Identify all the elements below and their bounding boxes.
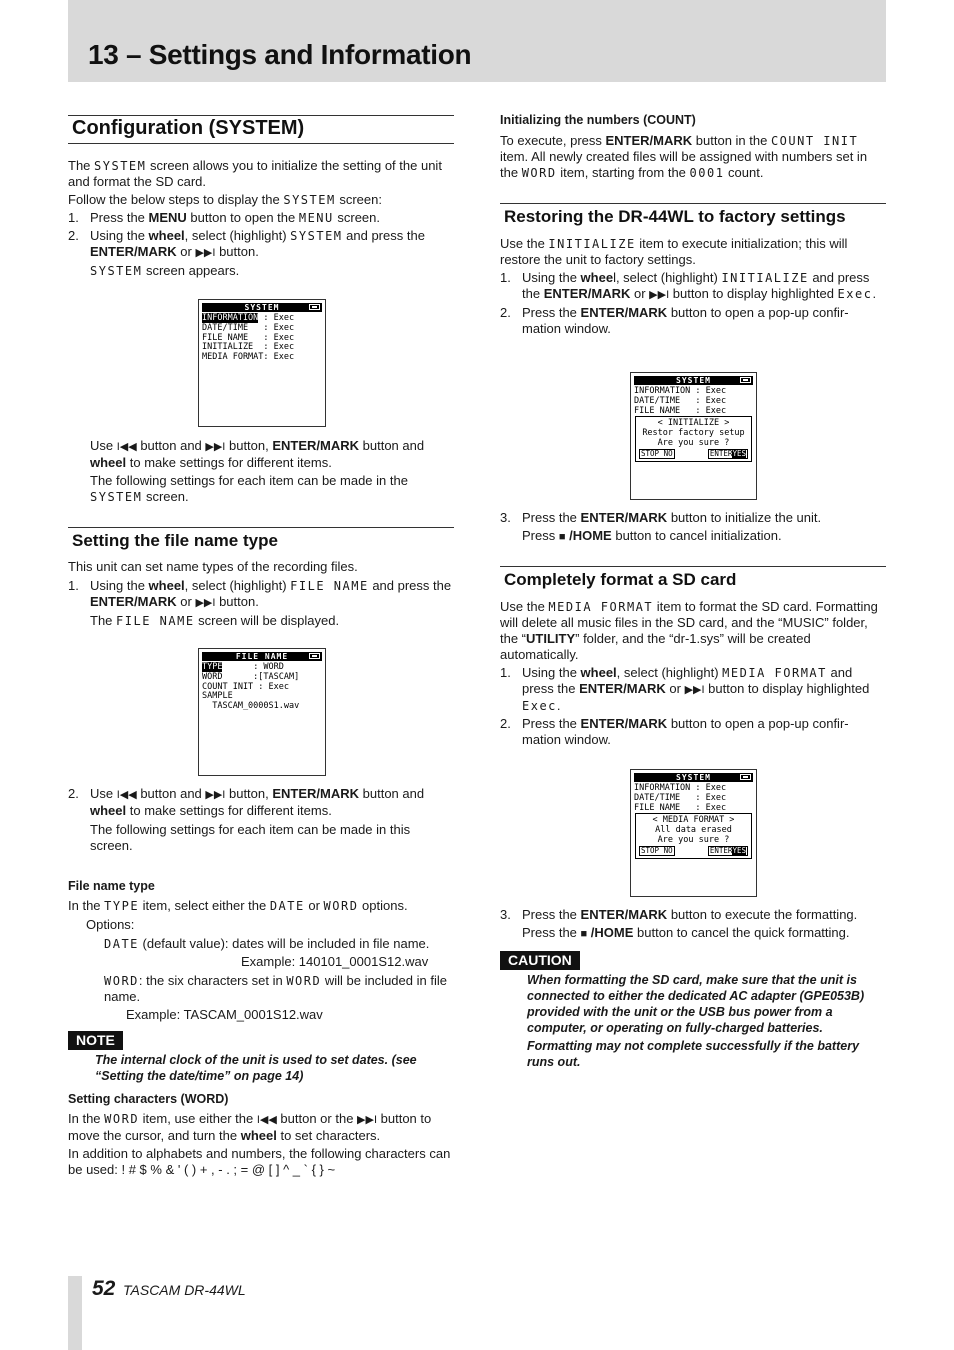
lcd-highlight: INFORMATION [202,313,259,323]
lcd-row: TASCAM_0000S1.wav [202,701,300,712]
lcd-term: TYPE [104,899,140,913]
follow-steps-line: Follow the below steps to display the SYSTEM screen: [68,192,382,207]
step-text: Press the ENTER/MARK button to execute the formatting. [522,907,858,922]
lcd-row: TYPE : WORD [202,662,284,672]
options-label: Options: [86,917,135,932]
step-text: Using the wheel, select (highlight) SYSTEM and press the ENTER/MARK or ▶▶I button. [90,228,425,259]
bold-term: ENTER/MARK [272,786,360,801]
bold-term: /HOME [587,925,634,940]
footer-product: TASCAM DR-44WL [123,1282,246,1298]
lcd-term: WORD [521,166,557,180]
lcd-term: SYSTEM [90,264,143,278]
lcd-rows [199,663,325,712]
count-section [500,133,886,181]
list-item [500,270,886,303]
battery-icon [740,774,751,780]
lcd-row: FILE NAME : Exec [202,332,295,343]
skip-back-icon: I◀◀ [116,789,137,801]
section-rule [68,527,454,528]
subheading-file-name-type: File name type [68,879,155,893]
list-item [68,210,454,226]
initialize-screen-lcd [630,372,757,500]
step-number: 1. [500,270,511,285]
lcd-term: 0001 [689,166,725,180]
skip-back-icon: I◀◀ [116,441,137,453]
section-rule [500,203,886,204]
lcd-term: COUNT INIT [770,134,859,148]
step-number: 3. [500,907,511,922]
lcd-title-bar [202,303,322,312]
lcd-term: DATE [104,937,139,951]
bold-term: ENTER/MARK [543,286,631,301]
lcd-term: WORD [104,974,139,988]
restore-step3 [500,510,886,545]
bold-term: wheel [240,1128,277,1143]
bold-term: ENTER/MARK [580,716,668,731]
restore-intro: Use the INITIALIZE item to execute initialization; this will restore the unit to factory settings. [500,236,848,267]
skip-back-icon: I◀◀ [256,1114,277,1126]
bold-term: ENTER/MARK [605,133,693,148]
step-text: Press the ENTER/MARK button to initialize the unit. [522,510,822,525]
option-word: WORD: the six characters set in WORD will be included in file name. [104,973,447,1004]
lcd-term: SYSTEM [90,490,143,504]
popup-title: < MEDIA FORMAT > [652,815,735,825]
lcd-title: SYSTEM [244,303,280,312]
lcd-row: INFORMATION : Exec [634,783,727,793]
skip-forward-icon: ▶▶I [357,1114,378,1126]
lcd-term: DATE [269,899,305,913]
skip-forward-icon: ▶▶I [195,247,216,259]
skip-forward-icon: ▶▶I [684,684,705,696]
allowed-characters-text: In addition to alphabets and numbers, the following characters can be used: ! # $ % & ' ( ) + , - . ; = @ [ ] ^ _ ` { } ~ [68,1146,451,1177]
page-number: 52 [92,1277,116,1300]
lcd-row: MEDIA FORMAT: Exec [202,352,295,363]
section-rule-bottom [68,143,454,144]
popup-message: Restor factory setup [642,427,745,438]
popup-title: < INITIALIZE > [657,418,730,428]
lcd-term: FILE NAME [116,614,195,628]
section-rule-top [68,115,454,116]
popup-yes-label: YES [732,449,746,459]
popup-yes-button [708,449,748,459]
step-number: 3. [500,510,511,525]
config-intro [68,158,454,279]
setting-characters-section [68,1111,456,1178]
lcd-row: COUNT INIT : Exec [202,681,289,692]
lcd-rows [199,314,325,363]
lcd-row: DATE/TIME : Exec [634,395,727,406]
lcd-term: MENU [298,211,334,225]
lcd-term: MEDIA FORMAT [548,600,654,614]
cancel-line: Press ■ /HOME button to cancel initialization. [522,528,782,543]
popup-yes-key: ENTER [709,846,733,856]
step-number: 1. [500,665,511,680]
popup-question: Are you sure ? [657,834,730,845]
file-name-screen-lcd [198,648,326,776]
bold-term: /HOME [565,528,612,543]
stop-button-icon: ■ [580,928,588,940]
lcd-term: WORD [104,1112,140,1126]
lcd-term: WORD [286,974,322,988]
skip-forward-icon: ▶▶I [649,289,670,301]
following-settings-paragraph: The following settings for each item can be made in this screen. [90,822,411,853]
step-text: Press the ENTER/MARK button to open a pop-up confir-mation window. [522,716,849,747]
format-step3 [500,907,886,942]
popup-buttons [639,449,748,459]
lcd-row: INFORMATION : Exec [202,313,295,323]
filename-step2 [68,786,454,854]
lcd-term: SYSTEM [290,229,343,243]
use-buttons-paragraph: Use I◀◀ button and ▶▶I button, ENTER/MARK button and wheel to make settings for different items. [90,438,425,470]
step-text: Using the wheel, select (highlight) INITIALIZE and press the ENTER/MARK or ▶▶I button to display highlighted Exec. [522,270,877,301]
bold-term: ENTER/MARK [90,594,177,609]
list-item [68,578,454,611]
lcd-term: SYSTEM [94,159,147,173]
option-date: DATE (default value): dates will be included in file name. [104,936,430,951]
skip-forward-icon: ▶▶I [205,441,226,453]
bold-term: ENTER/MARK [580,907,668,922]
lcd-row: DATE/TIME : Exec [202,322,295,333]
bold-term: wheel [148,228,185,243]
list-item [68,786,454,819]
popup-yes-key: ENTER [709,449,733,459]
list-item [500,665,886,714]
setting-characters-text: In the WORD item, use either the I◀◀ button or the ▶▶I button to move the cursor, and turn the wheel to set characters. [68,1111,432,1143]
file-name-type-section [68,898,454,1023]
skip-forward-icon: ▶▶I [195,597,216,609]
step-number: 2. [500,305,511,320]
bold-term: UTILITY [526,631,576,646]
lcd-term: Exec [522,699,557,713]
bold-term: wheel [148,578,185,593]
media-format-screen-lcd [630,769,757,897]
lcd-title-bar [202,652,322,661]
bold-term: wheel [90,803,127,818]
step-text: Press the MENU button to open the MENU screen. [90,210,381,225]
skip-forward-icon: ▶▶I [205,789,226,801]
stop-button-icon: ■ [558,531,566,543]
section-rule [500,566,886,567]
bold-term: whee [580,270,614,285]
section-heading-format: Completely format a SD card [504,570,737,589]
popup-message: All data erased [655,824,732,835]
step-number: 2. [500,716,511,731]
chapter-title: 13 – Settings and Information [88,39,472,70]
cancel-line: Press the ■ /HOME button to cancel the quick formatting. [522,925,850,940]
bold-term: ENTER/MARK [580,305,668,320]
step-text: Using the wheel, select (highlight) FILE NAME and press the ENTER/MARK or ▶▶I button. [90,578,452,609]
caution-text [527,972,877,1070]
lcd-term: INITIALIZE [721,271,809,285]
format-intro: Use the MEDIA FORMAT item to format the SD card. Formatting will delete all music files in the SD card, and the “MUSIC” folder, the “UTILITY” folder, and the “dr-1.sys” will be created automatically. [500,599,878,662]
list-item [500,305,886,337]
intro-paragraph: The SYSTEM screen allows you to initialize the setting of the unit and format the SD card. [68,158,442,189]
lcd-title-bar [634,773,753,782]
lcd-row: FILE NAME : Exec [634,802,727,813]
format-section [500,599,886,748]
lcd-row: SAMPLE [202,691,233,702]
screen-displayed-line: The FILE NAME screen will be displayed. [90,613,340,628]
popup-buttons [639,846,748,856]
lcd-term: MEDIA FORMAT [722,666,827,680]
following-settings-paragraph: The following settings for each item can be made in the SYSTEM screen. [90,473,408,504]
popup-no-button: STOP NO [641,449,673,459]
lcd-term: INITIALIZE [548,237,636,251]
option-word-example: Example: TASCAM_0001S12.wav [126,1007,323,1022]
lcd-row: DATE/TIME : Exec [634,792,727,803]
filename-section [68,559,454,629]
step-number: 1. [68,210,79,225]
list-item [500,907,886,923]
chapter-header-bar [68,0,886,82]
lcd-term: Exec [837,287,873,301]
section-heading-restoring: Restoring the DR-44WL to factory settings [504,207,846,226]
lcd-row: FILE NAME : Exec [634,405,727,416]
battery-icon [309,304,320,310]
step-number: 1. [68,578,79,593]
subheading-setting-characters: Setting characters (WORD) [68,1092,229,1106]
lcd-title: FILE NAME [235,652,289,661]
caution-paragraph-2: Formatting may not complete successfully if the battery runs out. [527,1039,860,1069]
footer-bar [68,1276,82,1350]
step-number: 2. [68,786,79,801]
section-heading-configuration: Configuration (SYSTEM) [72,117,305,139]
bold-term: ENTER/MARK [580,510,668,525]
list-item [500,510,886,526]
list-item [500,716,886,748]
lcd-row: INITIALIZE : Exec [202,342,295,353]
subheading-initializing-count: Initializing the numbers (COUNT) [500,113,696,127]
note-text: The internal clock of the unit is used to set dates. (see “Setting the date/time” on page 14) [95,1053,417,1083]
lcd-highlight: TYPE [202,662,223,672]
caution-label: CAUTION [500,951,580,970]
step-text: Press the ENTER/MARK button to open a pop-up confir-mation window. [522,305,849,336]
step-number: 2. [68,228,79,243]
bold-term: ENTER/MARK [272,438,360,453]
lcd-term: FILE NAME [290,579,369,593]
lcd-term: SYSTEM [283,193,336,207]
lcd-title: SYSTEM [676,376,711,385]
option-date-example: Example: 140101_0001S12.wav [241,954,429,969]
battery-icon [309,653,320,659]
caution-paragraph-1: When formatting the SD card, make sure that the unit is connected to either the dedicated AC adapter (GPE053B) provided with the unit or the USB bus power from a computer, or operating on fully-charged batteries. [527,973,865,1035]
screen-appears-line: SYSTEM screen appears. [90,263,240,278]
lcd-row: INFORMATION : Exec [634,386,727,396]
bold-term: wheel [580,665,617,680]
bold-term: wheel [90,455,127,470]
bold-term: MENU [148,210,187,225]
count-text: To execute, press ENTER/MARK button in the COUNT INIT item. All newly created files will be assigned with numbers set in the WORD item, starting from the 0001 count. [500,133,868,180]
bold-term: ENTER/MARK [90,244,177,259]
lcd-title-bar [634,376,753,385]
restore-section [500,236,886,337]
bold-term: ENTER/MARK [579,681,666,696]
lcd-term: WORD [323,899,359,913]
config-after-lcd [90,438,454,505]
popup-yes-label: YES [732,846,746,856]
popup-question: Are you sure ? [657,437,730,448]
filename-intro: This unit can set name types of the recording files. [68,559,358,574]
lcd-title: SYSTEM [676,773,711,782]
confirm-popup [635,813,752,859]
popup-no-button: STOP NO [641,846,673,856]
battery-icon [740,377,751,383]
system-screen-lcd [198,299,326,427]
step-text: Use I◀◀ button and ▶▶I button, ENTER/MARK button and wheel to make settings for different items. [90,786,425,818]
note-label: NOTE [68,1031,123,1050]
confirm-popup [635,416,752,462]
popup-yes-button [708,846,748,856]
list-item [68,228,454,261]
lcd-row: WORD :[TASCAM] [202,671,300,682]
type-options-line: In the TYPE item, select either the DATE or WORD options. [68,898,408,913]
section-heading-file-name-type: Setting the file name type [72,531,278,550]
step-text: Using the wheel, select (highlight) MEDIA FORMAT and press the ENTER/MARK or ▶▶I button to display highlighted Exec. [522,665,870,713]
